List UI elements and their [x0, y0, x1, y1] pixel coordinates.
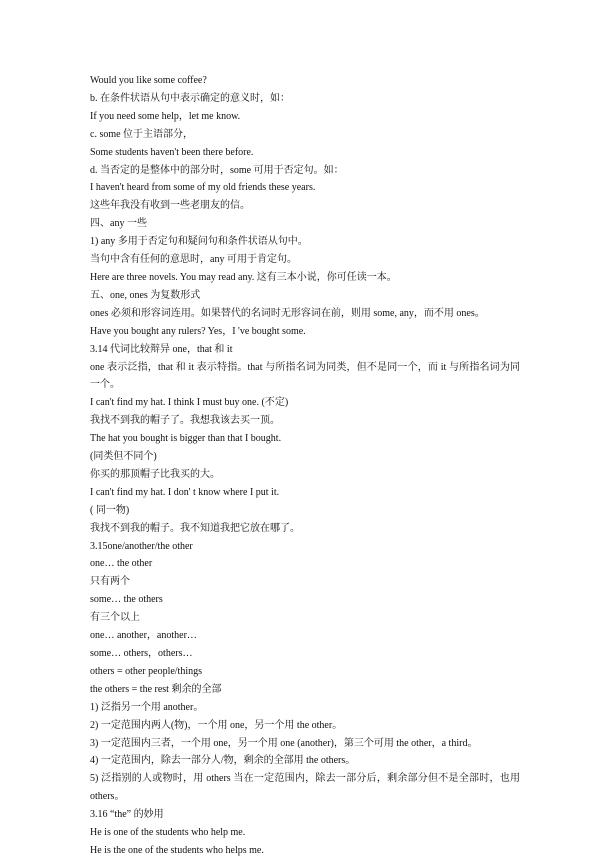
- text-line: Would you like some coffee?: [90, 75, 207, 86]
- text-line: He is the one of the students who helps me.: [90, 844, 264, 856]
- text-line: I can't find my hat. I think I must buy one. (不定): [90, 397, 289, 409]
- section-heading: 3.14 代词比较辩异 one，that 和 it: [90, 343, 233, 355]
- text-line: the others = the rest 剩余的全部: [90, 683, 222, 695]
- text-line: If you need some help，let me know.: [90, 110, 241, 122]
- text-line: some… others，others…: [90, 648, 193, 659]
- text-line: 只有两个: [90, 576, 130, 588]
- text-line: c. some 位于主语部分，: [90, 128, 194, 140]
- list-item: 3) 一定范围内三者，一个用 one，另一个用 one (another)，第三个可用 the other，a third。: [90, 737, 478, 749]
- text-line: I haven't heard from some of my old friends these years.: [90, 182, 316, 194]
- text-line: 我找不到我的帽子。我不知道我把它放在哪了。: [90, 522, 300, 534]
- text-line: 你买的那顶帽子比我买的大。: [90, 468, 220, 480]
- section-heading: 3.16 “the” 的妙用: [90, 809, 164, 821]
- text-line: 有三个以上: [90, 612, 140, 624]
- text-line: one… another，another…: [90, 630, 197, 642]
- text-line: He is one of the students who help me.: [90, 827, 246, 839]
- text-line: (同类但不同个): [90, 451, 157, 463]
- text-line: I can't find my hat. I don' t know where I put it.: [90, 486, 280, 498]
- text-line: 当句中含有任何的意思时，any 可用于肯定句。: [90, 254, 297, 266]
- list-item: 5) 泛指别的人或物时，用 others 当在一定范围内，除去一部分后，剩余部分但不是全部时，也用 others。: [90, 773, 520, 803]
- text-line: The hat you bought is bigger than that I bought.: [90, 433, 282, 445]
- text-line: b. 在条件状语从句中表示确定的意义时，如：: [90, 92, 290, 104]
- text-line: Have you bought any rulers? Yes，I 've bought some.: [90, 325, 306, 337]
- text-line: some… the others: [90, 594, 163, 606]
- text-line: 这些年我没有收到一些老朋友的信。: [90, 200, 250, 212]
- text-line: ( 同一物): [90, 504, 130, 516]
- document-page: [90, 72, 520, 860]
- text-paragraph: one 表示泛指，that 和 it 表示特指。that 与所指名词为同类，但不是同一个，而 it 与所指名词为同一个。: [90, 361, 520, 391]
- text-line: Here are three novels. You may read any. 这有三本小说，你可任读一本。: [90, 271, 397, 283]
- section-heading: 四、any 一些: [90, 218, 147, 230]
- text-line: d. 当否定的是整体中的部分时，some 可用于否定句。如：: [90, 164, 344, 176]
- list-item: 1) 泛指另一个用 another。: [90, 701, 204, 713]
- text-line: one… the other: [90, 558, 153, 570]
- list-item: 2) 一定范围内两人(物)，一个用 one，另一个用 the other。: [90, 719, 343, 731]
- text-line: others = other people/things: [90, 665, 203, 677]
- list-item: 4) 一定范围内，除去一部分人/物，剩余的全部用 the others。: [90, 755, 356, 767]
- text-line: 1) any 多用于否定句和疑问句和条件状语从句中。: [90, 236, 308, 248]
- text-line: Some students haven't been there before.: [90, 146, 254, 158]
- text-line: 我找不到我的帽子了。我想我该去买一顶。: [90, 415, 280, 427]
- section-heading: 五、one, ones 为复数形式: [90, 289, 201, 301]
- text-line: ones 必须和形容词连用。如果替代的名词时无形容词在前，则用 some, any，而不用 ones。: [90, 307, 485, 319]
- section-heading: 3.15one/another/the other: [90, 540, 193, 552]
